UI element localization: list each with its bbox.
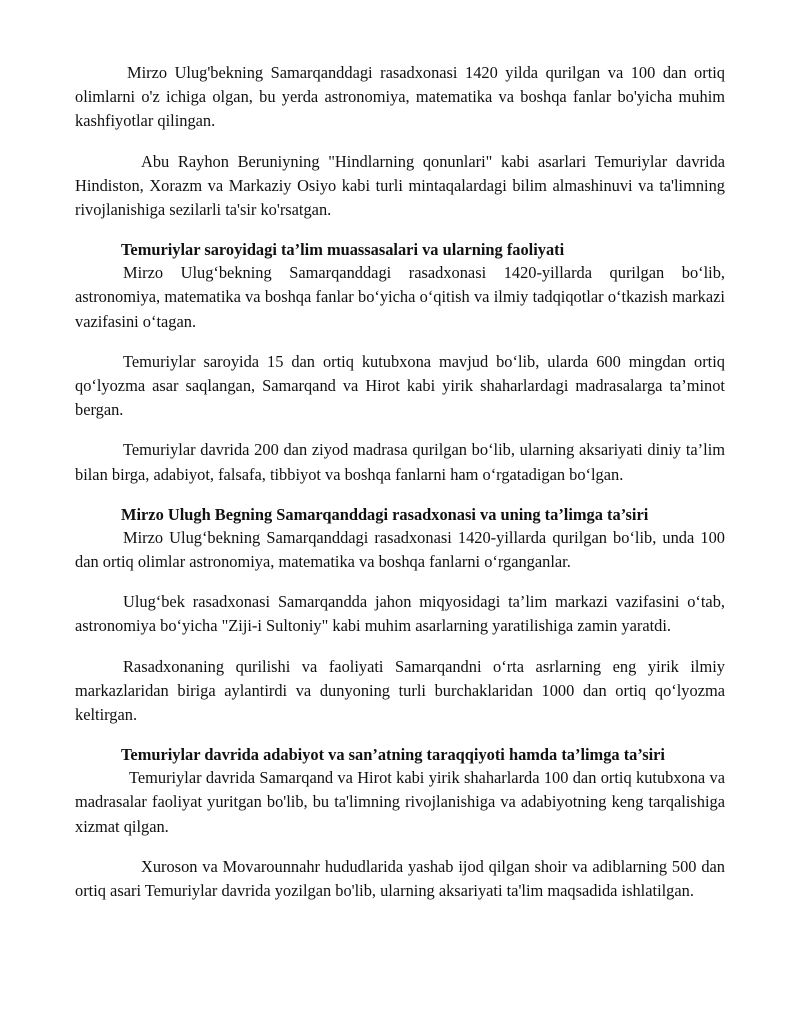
intro-paragraph-1: Mirzo Ulug'bekning Samarqanddagi rasadxonasi 1420 yilda qurilgan va 100 dan ortiq olimlarni o'z ichiga olgan, bu yerda astronomiya, matematika va boshqa fanlar bo'yicha muhim kashfiyotlar qilingan. [75,63,725,131]
section-1-paragraph-2: Temuriylar saroyida 15 dan ortiq kutubxona mavjud bo‘lib, ularda 600 mingdan ortiq qo‘lyozma asar saqlangan, Samarqand va Hirot kabi yirik shaharlardagi madrasalarga ta’minot bergan. [75,351,725,420]
section-heading-literature-art: Temuriylar davrida adabiyot va san’atning taraqqiyoti hamda ta’limga ta’siri [121,745,665,765]
section-1-paragraph-1: Mirzo Ulug‘bekning Samarqanddagi rasadxonasi 1420-yillarda qurilgan bo‘lib, astronomiya, matematika va boshqa fanlar bo‘yicha o‘qitish va ilmiy tadqiqotlar o‘tkazish markazi vazifasini o‘tagan. [75,263,725,331]
intro-paragraph-2: Abu Rayhon Beruniyning "Hindlarning qonunlari" kabi asarlari Temuriylar davrida Hindiston, Xorazm va Markaziy Osiyo kabi turli mintaqalardagi bilim almashinuvi va ta'limning rivojlanishiga sezilarli ta'sir ko'rsatgan. [75,151,725,220]
section-3-paragraph-1: Temuriylar davrida Samarqand va Hirot kabi yirik shaharlarda 100 dan ortiq kutubxona va madrasalar faoliyat yuritgan bo'lib, bu ta'limning rivojlanishiga va adabiyotning keng tarqalishiga xizmat qilgan. [75,768,725,836]
section-heading-education-institutions: Temuriylar saroyidagi ta’lim muassasalari va ularning faoliyati [121,240,565,260]
section-3-paragraph-2: Xuroson va Movarounnahr hududlarida yashab ijod qilgan shoir va adiblarning 500 dan ortiq asari Temuriylar davrida yozilgan bo'lib, ularning aksariyati ta'lim maqsadida ishlatilgan. [75,856,725,901]
section-1-paragraph-3: Temuriylar davrida 200 dan ziyod madrasa qurilgan bo‘lib, ularning aksariyati diniy ta’lim bilan birga, adabiyot, falsafa, tibbiyot va boshqa fanlarni ham o‘rgatadigan bo‘lgan. [75,440,725,484]
section-2-paragraph-2: Ulug‘bek rasadxonasi Samarqandda jahon miqyosidagi ta’lim markazi vazifasini o‘tab, astronomiya bo‘yicha "Ziji-i Sultoniy" kabi muhim asarlarning yaratilishiga zamin yaratdi. [75,592,725,636]
section-2-paragraph-3: Rasadxonaning qurilishi va faoliyati Samarqandni o‘rta asrlarning eng yirik ilmiy markazlaridan biriga aylantirdi va dunyoning turli burchaklaridan 1000 dan ortiq qo‘lyozma keltirgan. [75,656,725,725]
section-2-paragraph-1: Mirzo Ulug‘bekning Samarqanddagi rasadxonasi 1420-yillarda qurilgan bo‘lib, unda 100 dan ortiq olimlar astronomiya, matematika va boshqa fanlarni o‘rganganlar. [75,527,725,572]
document-page [75,61,725,903]
section-heading-observatory: Mirzo Ulugh Begning Samarqanddagi rasadxonasi va uning ta’limga ta’siri [121,504,649,524]
